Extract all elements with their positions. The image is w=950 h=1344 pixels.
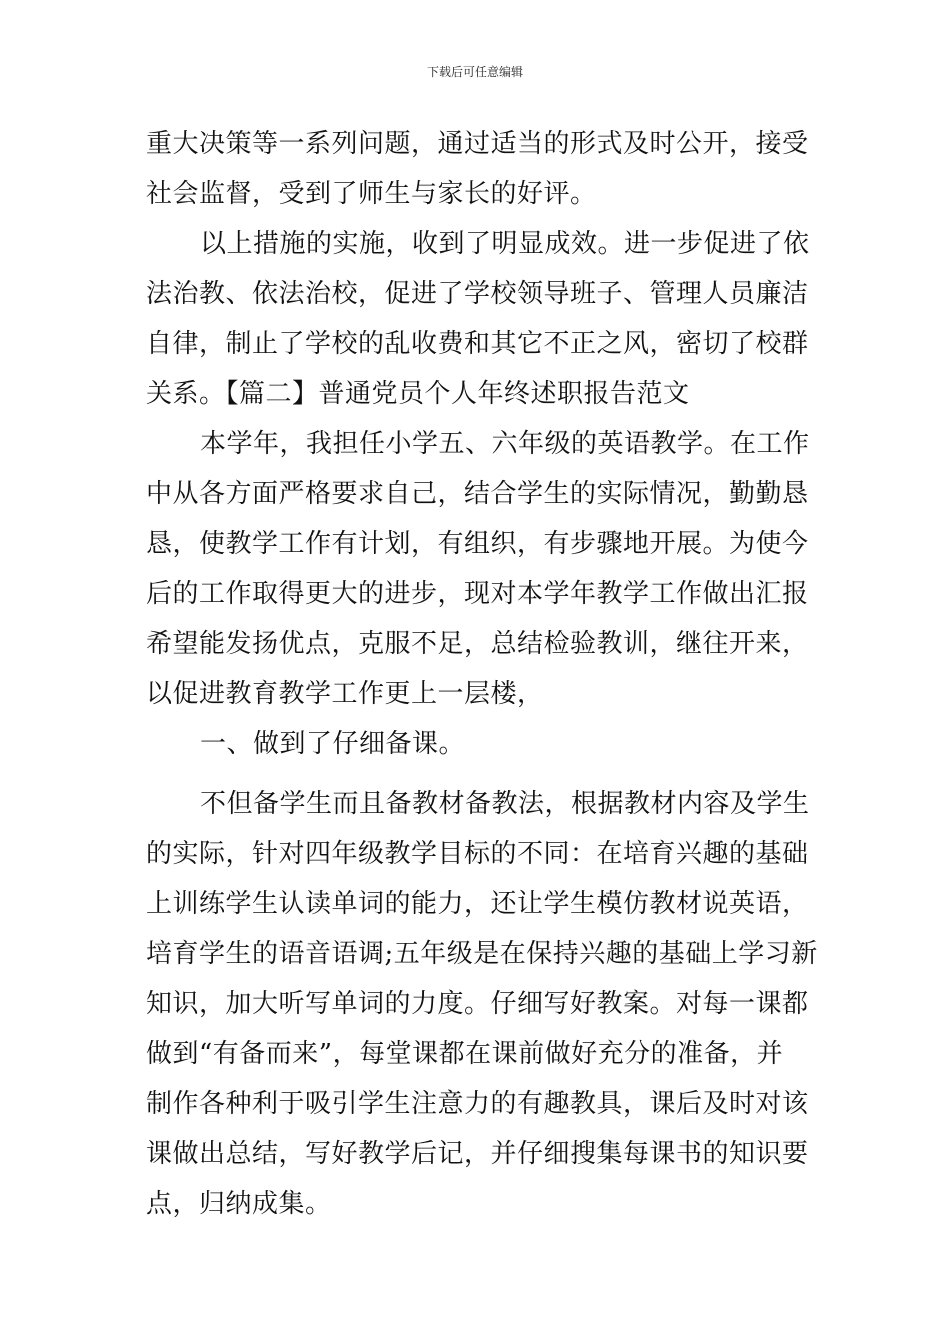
text-line: 点，归纳成集。 [146,1189,332,1219]
text-line: 以促进教育教学工作更上一层楼， [146,679,544,709]
text-line: 知识，加大听写单词的力度。仔细写好教案。对每一课都 [146,989,809,1019]
text-line: 关系。【篇二】普通党员个人年终述职报告范文 [146,379,690,409]
text-line: 制作各种利于吸引学生注意力的有趣教具，课后及时对该 [146,1089,809,1119]
text-line: 培育学生的语音语调;五年级是在保持兴趣的基础上学习新 [146,939,818,969]
text-line: 的实际，针对四年级教学目标的不同：在培育兴趣的基础 [146,839,809,869]
paragraph-first-line: 不但备学生而且备教材备教法，根据教材内容及学生 [200,789,810,819]
text-line: 上训练学生认读单词的能力，还让学生模仿教材说英语， [146,889,809,919]
text-line: 法治教、依法治校，促进了学校领导班子、管理人员廉洁 [146,279,809,309]
text-line: 恳，使教学工作有计划，有组织，有步骤地开展。为使今 [146,529,809,559]
text-line: 希望能发扬优点，克服不足，总结检验教训，继往开来， [146,629,809,659]
section-heading: 一、做到了仔细备课。 [200,729,466,759]
text-line: 后的工作取得更大的进步，现对本学年教学工作做出汇报 [146,579,809,609]
text-line: 中从各方面严格要求自己，结合学生的实际情况，勤勤恳 [146,479,809,509]
text-line: 课做出总结，写好教学后记，并仔细搜集每课书的知识要 [146,1139,809,1169]
text-line: 自律，制止了学校的乱收费和其它不正之风，密切了校群 [146,329,809,359]
page-header: 下载后可任意编辑 [426,65,523,79]
text-line: 社会监督，受到了师生与家长的好评。 [146,179,597,209]
text-line: 重大决策等一系列问题，通过适当的形式及时公开，接受 [146,129,809,159]
text-line: 做到“有备而来”，每堂课都在课前做好充分的准备，并 [146,1039,784,1069]
paragraph-first-line: 本学年，我担任小学五、六年级的英语教学。在工作 [200,429,810,459]
paragraph-first-line: 以上措施的实施，收到了明显成效。进一步促进了依 [200,229,810,259]
